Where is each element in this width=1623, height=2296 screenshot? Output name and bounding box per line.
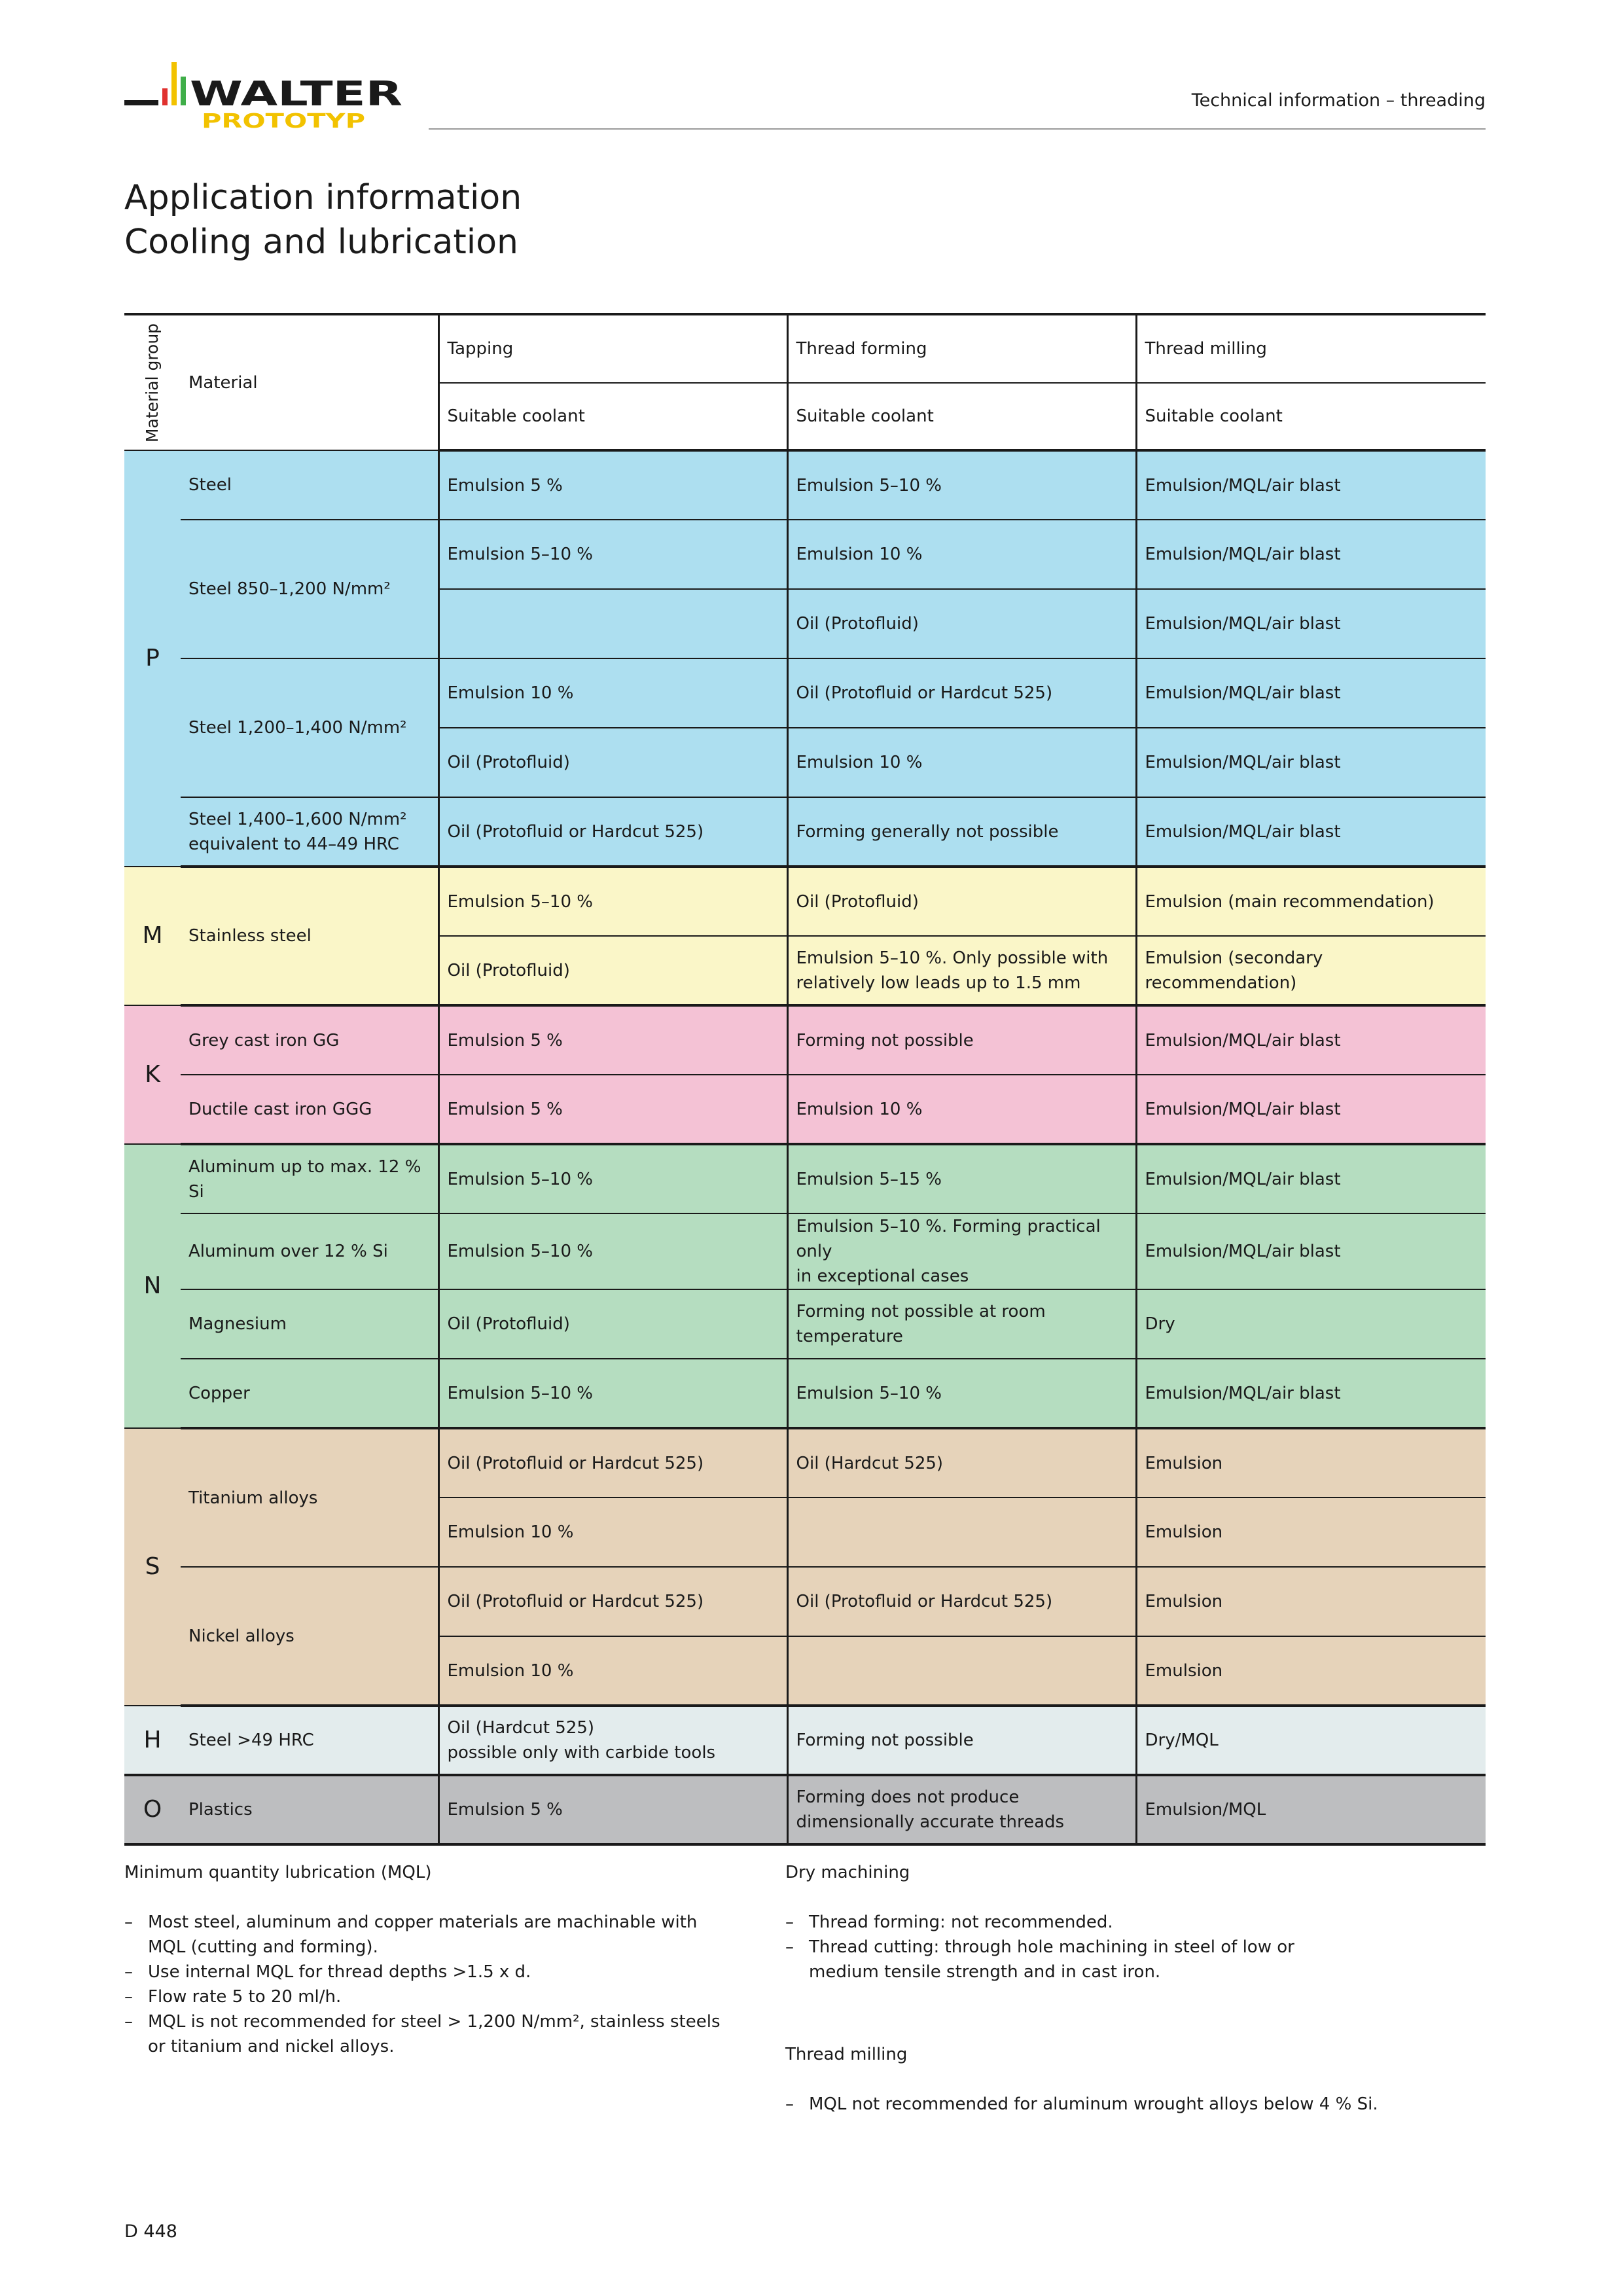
forming-cell — [787, 1289, 1136, 1359]
page-number: D 448 — [124, 2221, 177, 2242]
material-cell: Titanium alloys — [181, 1428, 438, 1567]
table-row — [124, 1428, 1486, 1498]
dry-notes-list — [785, 1910, 1309, 1984]
milling-cell: Emulsion/MQL/air blast — [1136, 1075, 1486, 1144]
thread-milling-notes — [785, 2042, 1479, 2117]
subheader-tapping: Suitable coolant — [438, 383, 787, 450]
milling-cell: Emulsion/MQL/air blast — [1136, 1005, 1486, 1075]
milling-cell: Emulsion/MQL/air blast — [1136, 520, 1486, 589]
group-label-H: H — [124, 1706, 181, 1775]
material-cell: Ductile cast iron GGG — [181, 1075, 438, 1144]
material-cell: Stainless steel — [181, 867, 438, 1005]
mill-notes-title: Thread milling — [785, 2045, 908, 2064]
material-cell: Grey cast iron GG — [181, 1005, 438, 1075]
table-row — [124, 1005, 1486, 1075]
list-item: – Thread cutting: through hole machining in steel of low or medium tensile strength and in cast iron. — [785, 1935, 1309, 1984]
milling-cell: Emulsion/MQL/air blast — [1136, 658, 1486, 728]
section-note: Technical information – threading — [1191, 90, 1486, 111]
col-header-material-group: Material group — [124, 314, 181, 450]
material-cell: Nickel alloys — [181, 1567, 438, 1706]
milling-cell: Emulsion/MQL/air blast — [1136, 450, 1486, 520]
group-label-M: M — [124, 867, 181, 1005]
milling-cell: Emulsion (main recommendation) — [1136, 867, 1486, 936]
milling-cell: Emulsion/MQL — [1136, 1775, 1486, 1844]
table-row — [124, 797, 1486, 867]
tapping-line: possible only with carbide tools — [447, 1743, 716, 1763]
material-cell: Aluminum up to max. 12 % Si — [181, 1144, 438, 1213]
tapping-cell — [438, 589, 787, 658]
tapping-cell: Oil (Protofluid or Hardcut 525) — [438, 797, 787, 867]
tapping-cell: Emulsion 5 % — [438, 450, 787, 520]
mql-notes — [124, 1860, 726, 2059]
forming-cell — [787, 936, 1136, 1005]
forming-cell: Oil (Protofluid) — [787, 867, 1136, 936]
material-cell: Aluminum over 12 % Si — [181, 1213, 438, 1289]
milling-cell: Emulsion/MQL/air blast — [1136, 797, 1486, 867]
tapping-cell: Emulsion 5–10 % — [438, 520, 787, 589]
forming-cell: Oil (Protofluid) — [787, 589, 1136, 658]
list-item: – MQL not recommended for aluminum wrought alloys below 4 % Si. — [785, 2092, 1479, 2117]
page-title — [124, 175, 522, 264]
milling-cell: Emulsion — [1136, 1498, 1486, 1567]
forming-cell: Forming not possible — [787, 1005, 1136, 1075]
forming-cell — [787, 1636, 1136, 1706]
walter-prototyp-logo — [124, 62, 406, 134]
tapping-cell: Emulsion 5–10 % — [438, 1144, 787, 1213]
tapping-cell: Emulsion 10 % — [438, 658, 787, 728]
logo-sub: PROTOTYP — [202, 110, 365, 133]
list-item: – MQL is not recommended for steel > 1,200 N/mm², stainless steels or titanium and nickel alloys. — [124, 2009, 726, 2059]
tapping-cell: Oil (Protofluid or Hardcut 525) — [438, 1428, 787, 1498]
forming-line: Forming does not produce — [796, 1787, 1020, 1807]
forming-cell — [787, 1213, 1136, 1289]
dry-machining-notes — [785, 1860, 1309, 1984]
table-row — [124, 1144, 1486, 1213]
material-cell: Steel 1,200–1,400 N/mm² — [181, 658, 438, 797]
page-title-line2: Cooling and lubrication — [124, 223, 518, 262]
milling-cell: Emulsion — [1136, 1428, 1486, 1498]
table-row — [124, 1075, 1486, 1144]
table-row — [124, 1706, 1486, 1775]
forming-cell: Emulsion 5–10 % — [787, 1359, 1136, 1428]
forming-cell: Emulsion 10 % — [787, 728, 1136, 797]
tapping-cell: Emulsion 10 % — [438, 1498, 787, 1567]
group-label-N: N — [124, 1144, 181, 1428]
tapping-cell: Emulsion 5–10 % — [438, 867, 787, 936]
table-row — [124, 520, 1486, 589]
forming-cell: Forming generally not possible — [787, 797, 1136, 867]
milling-cell: Emulsion/MQL/air blast — [1136, 1144, 1486, 1213]
logo-brand: WALTER — [190, 75, 402, 114]
tapping-cell: Oil (Protofluid) — [438, 1289, 787, 1359]
forming-cell: Oil (Protofluid or Hardcut 525) — [787, 658, 1136, 728]
list-item: – Flow rate 5 to 20 ml/h. — [124, 1984, 726, 2009]
col-header-material: Material — [181, 314, 438, 450]
tapping-cell — [438, 1706, 787, 1775]
list-item: – Use internal MQL for thread depths >1.5 x d. — [124, 1960, 726, 1984]
tapping-line: Oil (Hardcut 525) — [447, 1718, 595, 1738]
milling-cell: Emulsion — [1136, 1636, 1486, 1706]
forming-cell — [787, 1498, 1136, 1567]
tapping-cell: Oil (Protofluid) — [438, 936, 787, 1005]
forming-line: temperature — [796, 1327, 903, 1346]
forming-cell: Forming not possible — [787, 1706, 1136, 1775]
material-cell: Magnesium — [181, 1289, 438, 1359]
forming-cell: Oil (Hardcut 525) — [787, 1428, 1136, 1498]
milling-cell: Emulsion (secondary recommendation) — [1136, 936, 1486, 1005]
header-divider — [429, 128, 1486, 130]
forming-cell: Oil (Protofluid or Hardcut 525) — [787, 1567, 1136, 1636]
tapping-cell: Emulsion 5–10 % — [438, 1359, 787, 1428]
subheader-forming: Suitable coolant — [787, 383, 1136, 450]
material-line: Steel 1,400–1,600 N/mm² — [188, 809, 407, 829]
table-row — [124, 450, 1486, 520]
dry-notes-title: Dry machining — [785, 1863, 910, 1882]
page-title-line1: Application information — [124, 178, 522, 217]
coolant-table — [124, 313, 1486, 1846]
tapping-cell: Emulsion 5–10 % — [438, 1213, 787, 1289]
milling-cell: Emulsion/MQL/air blast — [1136, 1359, 1486, 1428]
group-label-K: K — [124, 1005, 181, 1144]
milling-cell: Emulsion/MQL/air blast — [1136, 589, 1486, 658]
group-label-S: S — [124, 1428, 181, 1706]
milling-cell: Emulsion/MQL/air blast — [1136, 728, 1486, 797]
tapping-cell: Oil (Protofluid) — [438, 728, 787, 797]
forming-line: Emulsion 5–10 %. Only possible with — [796, 948, 1109, 968]
milling-cell: Dry/MQL — [1136, 1706, 1486, 1775]
forming-cell: Emulsion 5–10 % — [787, 450, 1136, 520]
forming-cell: Emulsion 10 % — [787, 1075, 1136, 1144]
table-row — [124, 658, 1486, 728]
table-row — [124, 1775, 1486, 1844]
forming-line: relatively low leads up to 1.5 mm — [796, 973, 1081, 993]
list-item: – Most steel, aluminum and copper materials are machinable with MQL (cutting and forming). — [124, 1910, 726, 1960]
mql-notes-title: Minimum quantity lubrication (MQL) — [124, 1863, 432, 1882]
col-header-tapping: Tapping — [438, 314, 787, 383]
material-cell — [181, 797, 438, 867]
material-cell: Steel — [181, 450, 438, 520]
group-label-O: O — [124, 1775, 181, 1844]
tapping-cell: Emulsion 10 % — [438, 1636, 787, 1706]
col-header-thread-milling: Thread milling — [1136, 314, 1486, 383]
material-cell: Plastics — [181, 1775, 438, 1844]
table-row — [124, 1359, 1486, 1428]
milling-cell: Dry — [1136, 1289, 1486, 1359]
tapping-cell: Emulsion 5 % — [438, 1075, 787, 1144]
milling-cell: Emulsion — [1136, 1567, 1486, 1636]
table-row — [124, 867, 1486, 936]
forming-line: dimensionally accurate threads — [796, 1812, 1065, 1832]
tapping-cell: Oil (Protofluid or Hardcut 525) — [438, 1567, 787, 1636]
forming-line: Forming not possible at room — [796, 1302, 1046, 1321]
tapping-cell: Emulsion 5 % — [438, 1775, 787, 1844]
subheader-milling: Suitable coolant — [1136, 383, 1486, 450]
material-cell: Steel 850–1,200 N/mm² — [181, 520, 438, 658]
material-line: equivalent to 44–49 HRC — [188, 834, 399, 854]
material-cell: Steel >49 HRC — [181, 1706, 438, 1775]
forming-cell — [787, 1775, 1136, 1844]
material-cell: Copper — [181, 1359, 438, 1428]
table-row — [124, 1289, 1486, 1359]
forming-line: in exceptional cases — [796, 1266, 969, 1286]
table-row — [124, 1213, 1486, 1289]
forming-line: Emulsion 5–10 %. Forming practical only — [796, 1217, 1101, 1261]
forming-cell: Emulsion 10 % — [787, 520, 1136, 589]
mql-notes-list — [124, 1910, 726, 2059]
col-header-thread-forming: Thread forming — [787, 314, 1136, 383]
milling-cell: Emulsion/MQL/air blast — [1136, 1213, 1486, 1289]
tapping-cell: Emulsion 5 % — [438, 1005, 787, 1075]
group-label-P: P — [124, 450, 181, 867]
table-row — [124, 1567, 1486, 1636]
forming-cell: Emulsion 5–15 % — [787, 1144, 1136, 1213]
mill-notes-list — [785, 2092, 1479, 2117]
list-item: – Thread forming: not recommended. — [785, 1910, 1309, 1935]
